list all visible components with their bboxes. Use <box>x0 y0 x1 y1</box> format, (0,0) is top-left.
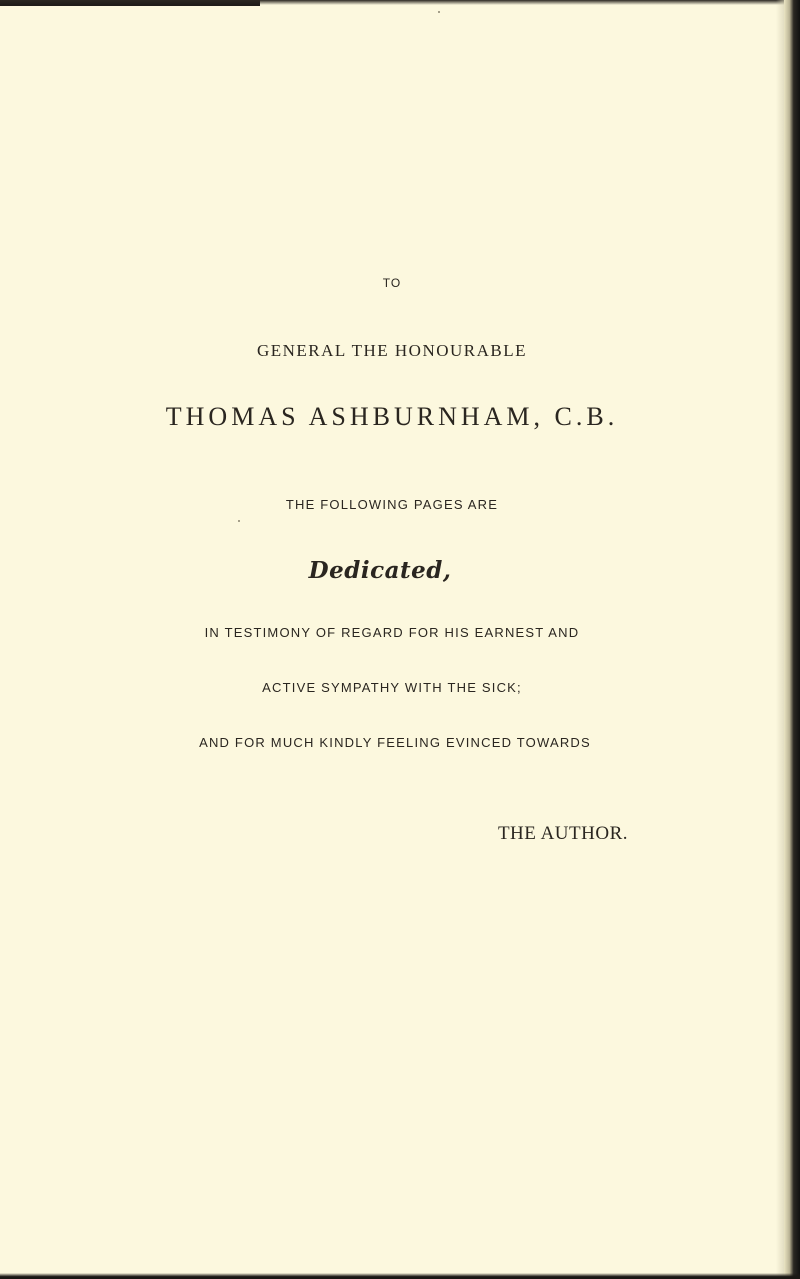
paper-speck <box>438 11 440 13</box>
page-top-edge <box>0 0 800 5</box>
dedicatee-name: THOMAS ASHBURNHAM, C.B. <box>165 402 619 431</box>
dedication-to: TO <box>382 276 402 290</box>
dedication-intro: THE FOLLOWING PAGES ARE <box>285 497 499 512</box>
dedication-kindly: AND FOR MUCH KINDLY FEELING EVINCED TOWARDS <box>199 735 591 750</box>
dedicated-heading: Dedicated, <box>308 557 452 584</box>
book-spine-edge <box>784 0 800 1279</box>
paper-speck <box>238 520 240 522</box>
dedication-sympathy: ACTIVE SYMPATHY WITH THE SICK; <box>262 680 522 695</box>
page-bottom-edge <box>0 1273 800 1279</box>
dedication-testimony: IN TESTIMONY OF REGARD FOR HIS EARNEST AND <box>204 625 580 640</box>
dedication-signature: THE AUTHOR. <box>497 823 628 844</box>
dedication-title-line: GENERAL THE HONOURABLE <box>256 341 528 360</box>
